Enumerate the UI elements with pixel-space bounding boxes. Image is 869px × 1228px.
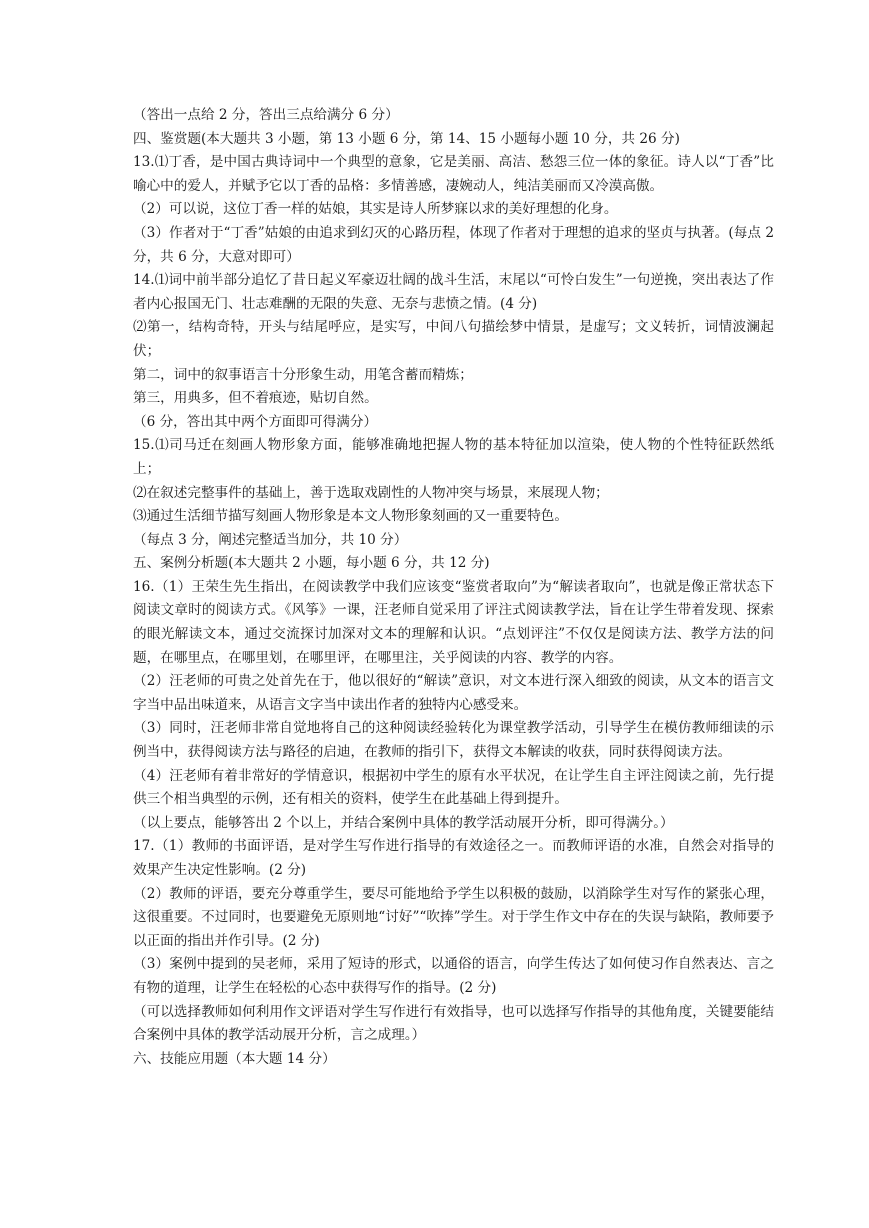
paragraph: （3）作者对于“丁香”姑娘的由追求到幻灭的心路历程，体现了作者对于理想的追求的坚贞与执著。(每点 2 分，共 6 分，大意对即可）: [133, 224, 774, 265]
paragraph: （3）同时，汪老师非常自觉地将自己的这种阅读经验转化为课堂教学活动，引导学生在模仿教师细读的示例当中，获得阅读方法与路径的启迪，在教师的指引下，获得文本解读的收获，同时获得阅读方法。: [133, 720, 774, 761]
paragraph: 16.（1）王荣生先生指出，在阅读教学中我们应该变“鉴赏者取向”为“解读者取向”，也就是像正常状态下阅读文章时的阅读方式。《风筝》一课，汪老师自觉采用了评注式阅读教学法，旨在让学生带着发现、探索的眼光解读文本，通过交流探讨加深对文本的理解和认识。“点划评注”不仅仅是阅读方法、教学方法的问题，在哪里点，在哪里划，在哪里评，在哪里注，关乎阅读的内容、教学的内容。: [133, 578, 774, 666]
paragraph: ⑶通过生活细节描写刻画人物形象是本文人物形象刻画的又一重要特色。: [133, 508, 568, 525]
paragraph: （每点 3 分，阐述完整适当加分，共 10 分）: [133, 531, 408, 548]
paragraph: 14.⑴词中前半部分追忆了昔日起义军豪迈壮阔的战斗生活，末尾以“可怜白发生”一句逆挽，突出表达了作者内心报国无门、壮志难酬的无限的失意、无奈与悲愤之情。(4 分): [133, 272, 774, 312]
paragraph: 13.⑴丁香，是中国古典诗词中一个典型的意象，它是美丽、高洁、愁怨三位一体的象征。诗人以“丁香”比喻心中的爱人，并赋予它以丁香的品格：多情善感，凄婉动人，纯洁美丽而又冷漠高傲。: [133, 154, 774, 194]
paragraph: 第二，词中的叙事语言十分形象生动，用笔含蓄而精炼；: [133, 366, 473, 383]
paragraph: （以上要点，能够答出 2 个以上，并结合案例中具体的教学活动展开分析，即可得满分。）: [133, 814, 674, 831]
section-heading: 六、技能应用题（本大题 14 分）: [133, 1050, 336, 1067]
paragraph: 17.（1）教师的书面评语，是对学生写作进行指导的有效途径之一。而教师评语的水准，自然会对指导的效果产生决定性影响。(2 分): [133, 838, 774, 878]
paragraph: （6 分，答出其中两个方面即可得满分）: [133, 413, 378, 430]
paragraph: （2）教师的评语，要充分尊重学生，要尽可能地给予学生以积极的鼓励，以消除学生对写作的紧张心理，这很重要。不过同时，也要避免无原则地“讨好”“吹捧”学生。对于学生作文中存在的失误与缺陷，教师要予以正面的指出并作引导。(2 分): [133, 885, 774, 949]
paragraph: 第三，用典多，但不着痕迹，贴切自然。: [133, 390, 378, 407]
paragraph: ⑵第一，结构奇特，开头与结尾呼应，是实写，中间八句描绘梦中情景，是虚写；文义转折，词情波澜起伏；: [133, 319, 774, 359]
section-heading: 四、鉴赏题(本大题共 3 小题，第 13 小题 6 分，第 14、15 小题每小题 10 分，共 26 分): [133, 130, 680, 147]
paragraph: （2）汪老师的可贵之处首先在于，他以很好的“解读”意识，对文本进行深入细致的阅读，从文本的语言文字当中品出味道来，从语言文字当中读出作者的独特内心感受来。: [133, 673, 774, 713]
section-heading: 五、案例分析题(本大题共 2 小题，每小题 6 分，共 12 分): [133, 555, 490, 572]
paragraph: （3）案例中提到的吴老师，采用了短诗的形式，以通俗的语言，向学生传达了如何使习作自然表达、言之有物的道理，让学生在轻松的心态中获得写作的指导。(2 分): [133, 956, 774, 996]
paragraph: （可以选择教师如何利用作文评语对学生写作进行有效指导，也可以选择写作指导的其他角度，关键要能结合案例中具体的教学活动展开分析，言之成理。）: [133, 1003, 774, 1044]
paragraph: ⑵在叙述完整事件的基础上，善于选取戏剧性的人物冲突与场景，来展现人物；: [133, 484, 609, 501]
paragraph: （2）可以说，这位丁香一样的姑娘，其实是诗人所梦寐以求的美好理想的化身。: [133, 201, 618, 218]
paragraph: （答出一点给 2 分，答出三点给满分 6 分）: [133, 107, 399, 123]
paragraph: 15.⑴司马迁在刻画人物形象方面，能够准确地把握人物的基本特征加以渲染，使人物的个性特征跃然纸上；: [133, 437, 774, 477]
paragraph: （4）汪老师有着非常好的学情意识，根据初中学生的原有水平状况，在让学生自主评注阅读之前，先行提供三个相当典型的示例，还有相关的资料，使学生在此基础上得到提升。: [133, 767, 774, 808]
document-body: [133, 104, 774, 1071]
